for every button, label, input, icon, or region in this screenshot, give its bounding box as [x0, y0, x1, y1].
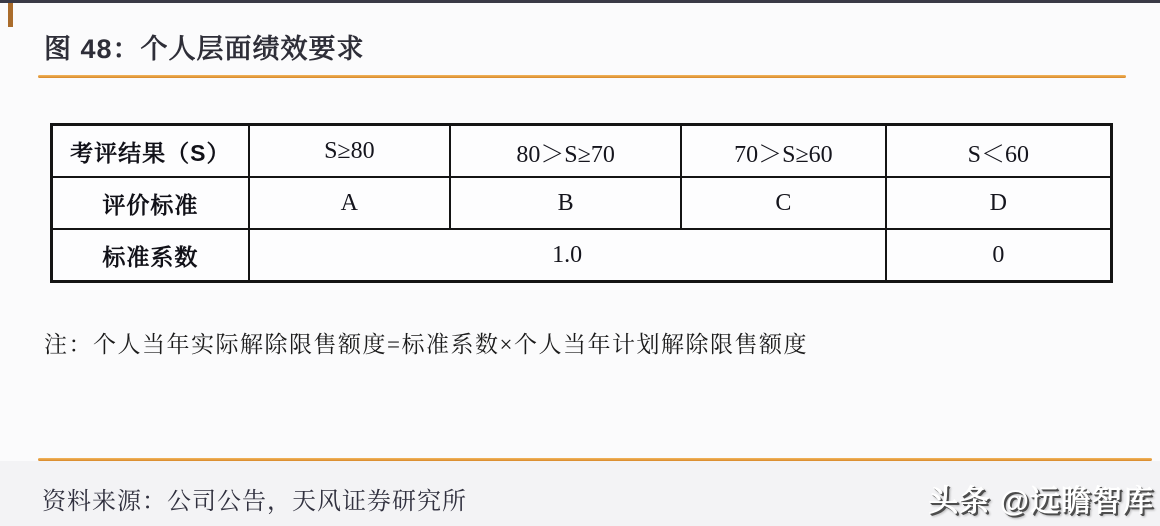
performance-requirements-table [50, 123, 1113, 283]
source-line: 资料来源：公司公告，天风证券研究所 [42, 488, 467, 515]
title-underline-rule [38, 75, 1126, 78]
table-cell: B [450, 177, 681, 229]
watermark-text: 头条 @远瞻智库 [928, 485, 1154, 518]
footer-rule [38, 458, 1152, 461]
table-cell: S＜60 [886, 125, 1112, 178]
table-cell: S≥80 [249, 125, 450, 178]
row-header-grade: 评价标准 [52, 177, 249, 229]
row-header-score: 考评结果（S） [52, 125, 249, 178]
table-cell: A [249, 177, 450, 229]
table-row-grade [52, 177, 1112, 229]
table-cell: C [681, 177, 886, 229]
table-cell: 0 [886, 229, 1112, 282]
figure-note: 注：个人当年实际解除限售额度=标准系数×个人当年计划解除限售额度 [44, 332, 808, 357]
table-cell-merged: 1.0 [249, 229, 886, 282]
table-cell: D [886, 177, 1112, 229]
table-row-score [52, 125, 1112, 178]
table-row-coefficient [52, 229, 1112, 282]
table-cell: 80＞S≥70 [450, 125, 681, 178]
row-header-coefficient: 标准系数 [52, 229, 249, 282]
figure-title: 图 48：个人层面绩效要求 [44, 34, 365, 64]
top-edge-line [0, 0, 1160, 3]
table-cell: 70＞S≥60 [681, 125, 886, 178]
corner-tick-mark [8, 3, 13, 27]
